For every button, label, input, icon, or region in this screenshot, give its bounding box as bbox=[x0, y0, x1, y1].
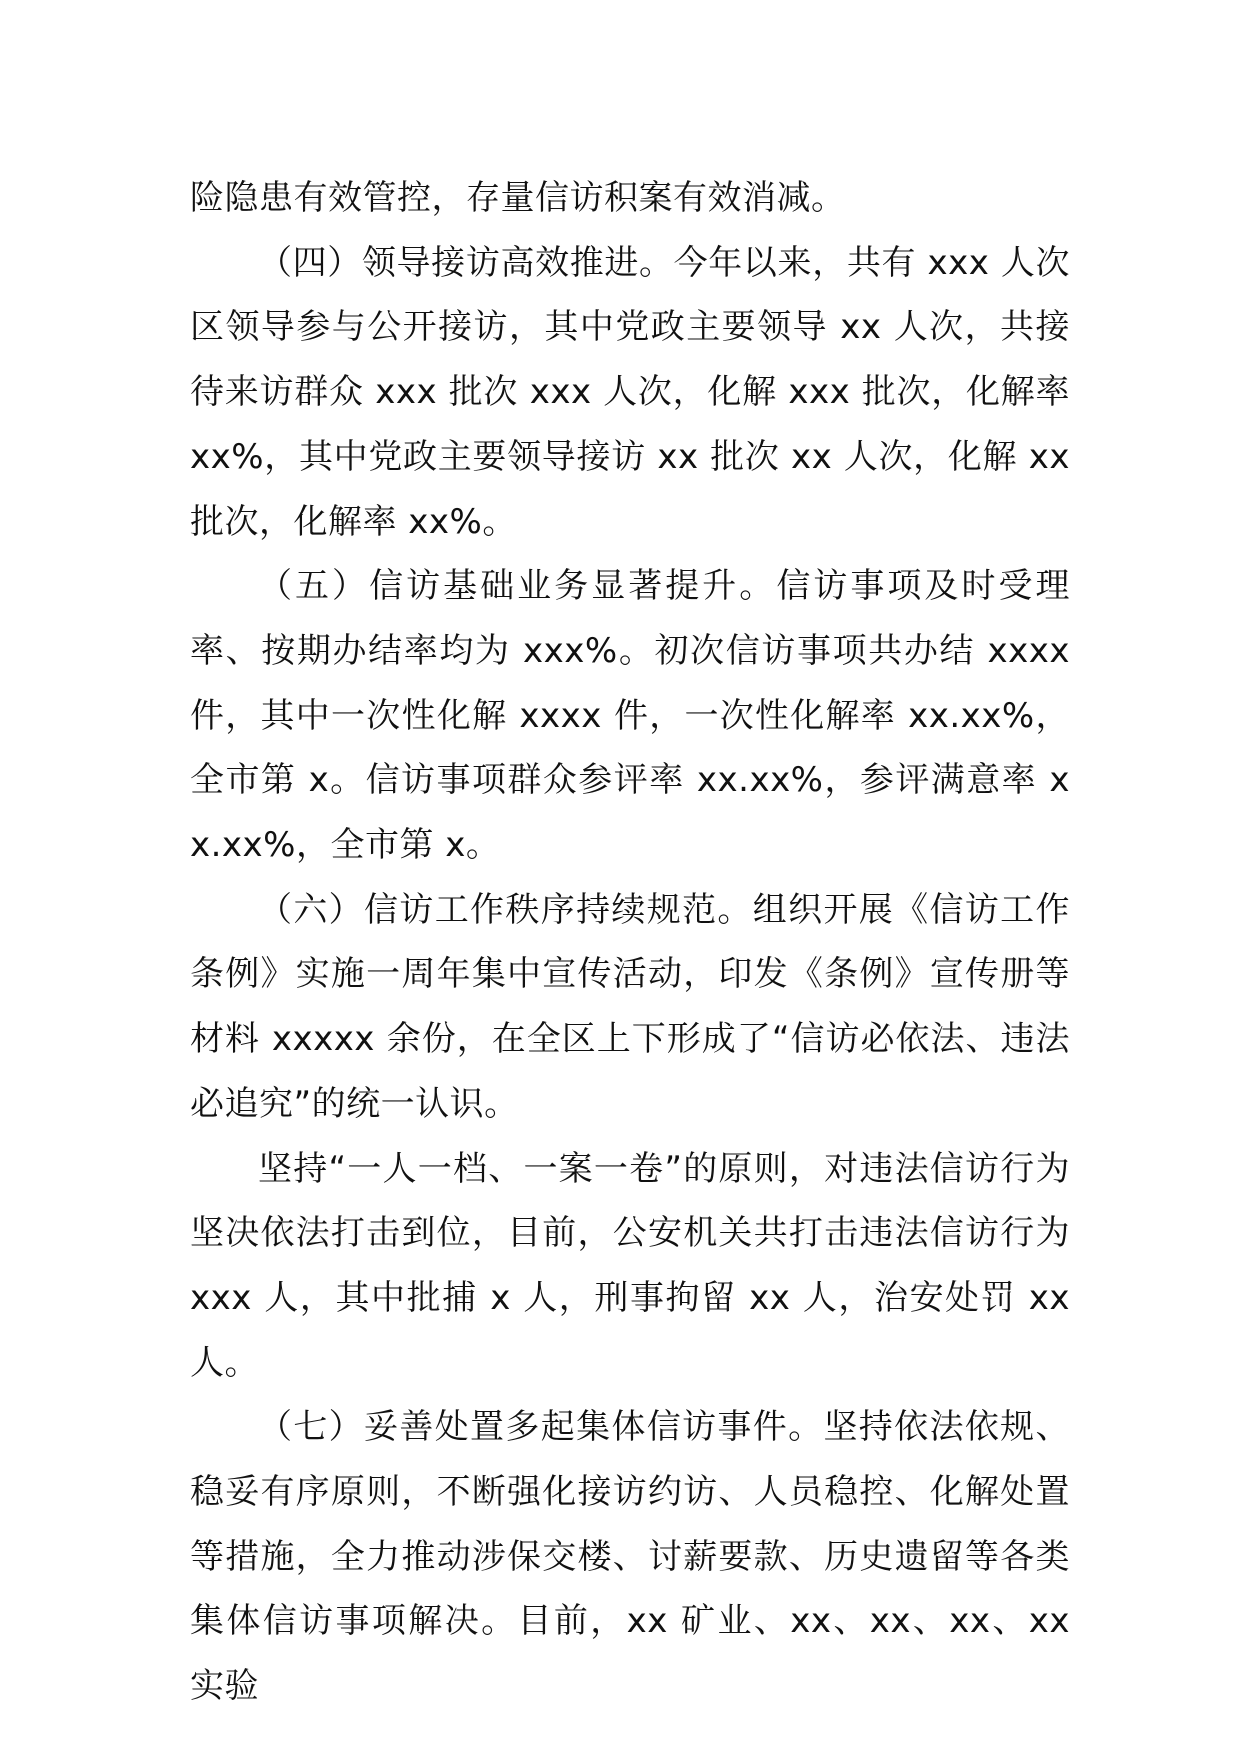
paragraph-section-4: （四）领导接访高效推进。今年以来，共有 xxx 人次区领导参与公开接访，其中党政主要领导 xx 人次，共接待来访群众 xxx 批次 xxx 人次，化解 xxx 批次，化解率 xx%，其中党政主要领导接访 xx 批次 xx 人次，化解 xx 批次，化解率 xx%。 bbox=[190, 242, 1070, 542]
paragraph-section-6: （六）信访工作秩序持续规范。组织开展《信访工作条例》实施一周年集中宣传活动，印发《条例》宣传册等材料 xxxxx 余份，在全区上下形成了“信访必依法、违法必追究”的统一认识。 bbox=[190, 889, 1070, 1124]
paragraph-section-7: （七）妥善处置多起集体信访事件。坚持依法依规、稳妥有序原则，不断强化接访约访、人员稳控、化解处置等措施，全力推动涉保交楼、讨薪要款、历史遗留等各类集体信访事项解决。目前，xx 矿业、xx、xx、xx、xx 实验 bbox=[190, 1407, 1070, 1707]
paragraph-enforcement: 坚持“一人一档、一案一卷”的原则，对违法信访行为坚决依法打击到位，目前，公安机关共打击违法信访行为 xxx 人，其中批捕 x 人，刑事拘留 xx 人，治安处罚 xx 人。 bbox=[190, 1148, 1070, 1383]
paragraph-section-5: （五）信访基础业务显著提升。信访事项及时受理率、按期办结率均为 xxx%。初次信访事项共办结 xxxx 件，其中一次性化解 xxxx 件，一次性化解率 xx.xx%，全市第 x。信访事项群众参评率 xx.xx%，参评满意率 xx.xx%，全市第 x。 bbox=[190, 566, 1070, 866]
paragraph-continuation: 险隐患有效管控，存量信访积案有效消减。 bbox=[190, 178, 846, 218]
document-body bbox=[190, 166, 1070, 1719]
